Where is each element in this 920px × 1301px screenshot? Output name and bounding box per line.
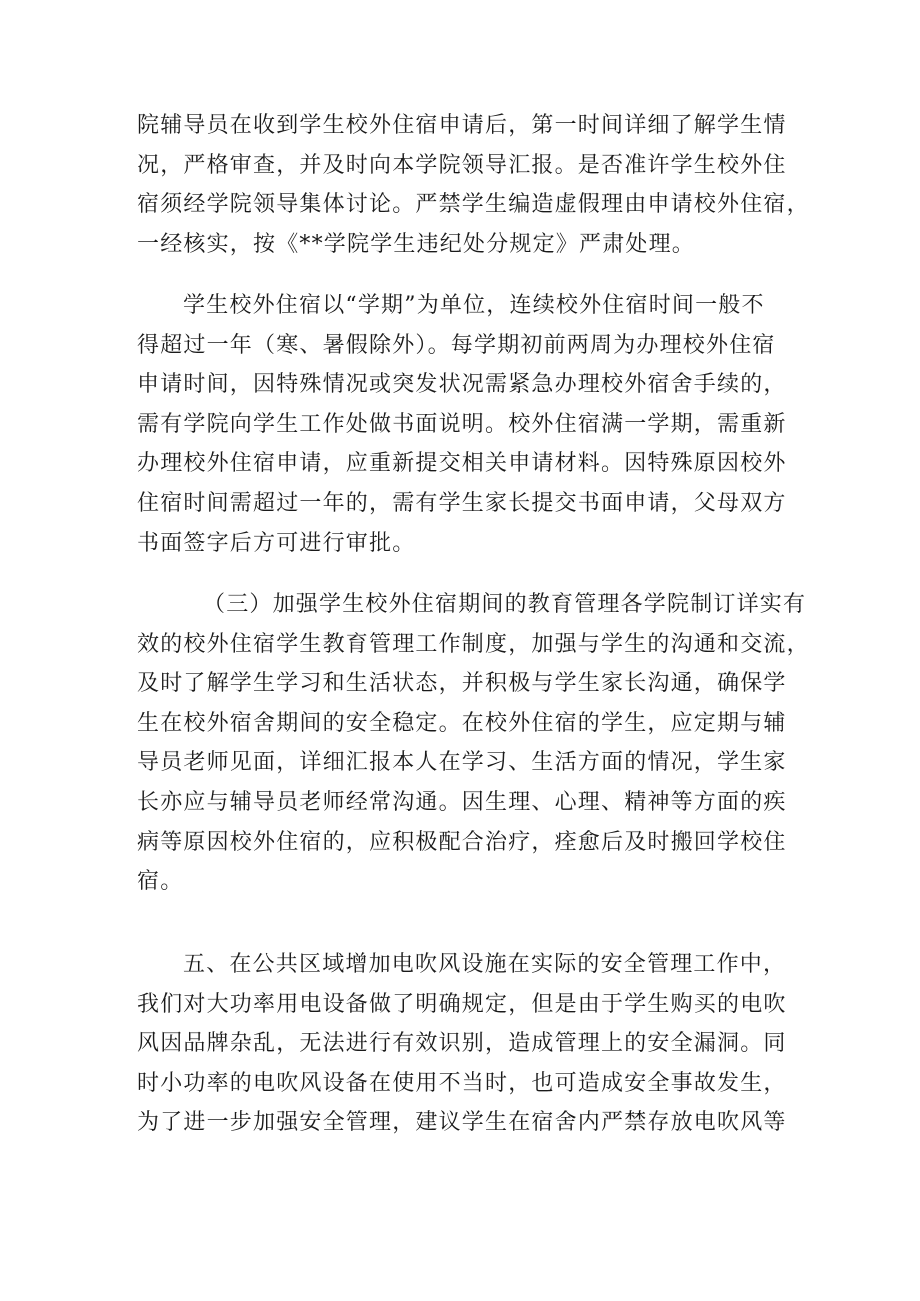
text-line: 一经核实，按《**学院学生违纪处分规定》严肃处理。 [137,231,696,257]
paragraph-hair-dryer-facilities [137,945,787,1143]
text-line: 五、在公共区域增加电吹风设施在实际的安全管理工作中， [183,952,787,977]
text-line: 风因品牌杂乱，无法进行有效识别，造成管理上的安全漏洞。同 [137,1031,787,1057]
text-line: 及时了解学生学习和生活状态，并积极与学生家长沟通，确保学 [137,671,787,697]
text-line: 病等原因校外住宿的，应积极配合治疗，痊愈后及时搬回学校住 [137,829,787,855]
text-line: 得超过一年（寒、暑假除外）。每学期初前两周为办理校外住宿 [137,332,776,358]
text-line: 效的校外住宿学生教育管理工作制度，加强与学生的沟通和交流， [137,631,810,657]
text-line: 办理校外住宿申请，应重新提交相关申请材料。因特殊原因校外 [137,451,787,477]
text-line: 学生校外住宿以“学期”为单位，连续校外住宿时间一般不 [183,293,765,318]
text-line: 时小功率的电吹风设备在使用不当时，也可造成安全事故发生， [137,1070,787,1096]
text-line: （三）加强学生校外住宿期间的教育管理各学院制订详实有 [203,592,807,617]
text-line: 宿。 [137,869,184,895]
paragraph-semester-rule [137,286,787,563]
paragraph-counselor-review [137,106,810,264]
text-line: 申请时间，因特殊情况或突发状况需紧急办理校外宿舍手续的， [137,372,787,398]
text-line: 需有学院向学生工作处做书面说明。校外住宿满一学期，需重新 [137,411,787,437]
text-line: 长亦应与辅导员老师经常沟通。因生理、心理、精神等方面的疾 [137,789,787,815]
text-line: 我们对大功率用电设备做了明确规定，但是由于学生购买的电吹 [137,991,787,1017]
text-line: 书面签字后方可进行审批。 [137,530,416,556]
text-line: 宿须经学院领导集体讨论。严禁学生编造虚假理由申请校外住宿， [137,192,810,218]
paragraph-education-management [137,585,810,902]
text-line: 况，严格审查，并及时向本学院领导汇报。是否准许学生校外住 [137,152,787,178]
text-line: 住宿时间需超过一年的，需有学生家长提交书面申请，父母双方 [137,490,787,516]
text-line: 为了进一步加强安全管理，建议学生在宿舍内严禁存放电吹风等 [137,1110,787,1136]
text-line: 生在校外宿舍期间的安全稳定。在校外住宿的学生，应定期与辅 [137,710,787,736]
text-line: 院辅导员在收到学生校外住宿申请后，第一时间详细了解学生情 [137,113,787,138]
text-line: 导员老师见面，详细汇报本人在学习、生活方面的情况，学生家 [137,750,787,776]
